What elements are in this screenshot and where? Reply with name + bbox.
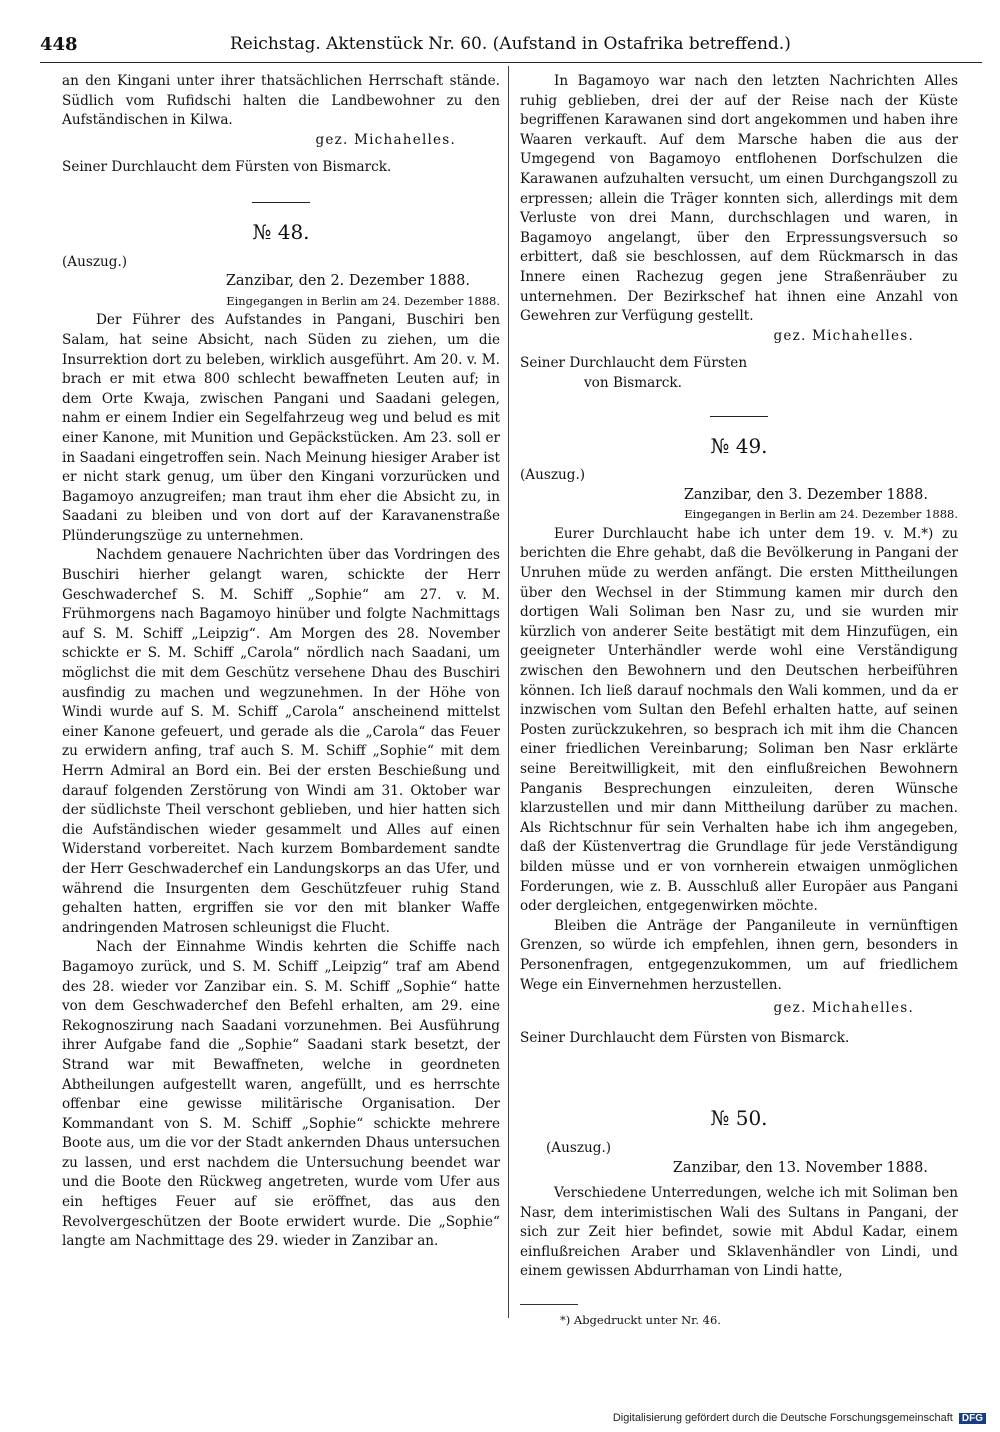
paragraph-continued: an den Kingani unter ihrer thatsächlichen Herrschaft stände. Südlich vom Rufidschi halten die Landbewohner zu den Aufständischen in Kilwa. (62, 73, 500, 129)
document-number-48: № 48. (252, 219, 310, 244)
body-paragraph: Nach der Einnahme Windis kehrten die Schiffe nach Bagamoyo zurück, und S. M. Schiff „Leipzig“ traf am Abend des 28. wieder vor Zanzibar ein. S. M. Schiff „Sophie“ hatte von dem Geschwaderchef den Befehl erhalten, am 29. eine Rekognoszirung nach Saadani vorzunehmen. Bei Ausführung ihrer Aufgabe fand die „Sophie“ Saadani stark besetzt, der Strand war mit Bewaffneten, welche in geordneten Abtheilungen aufgestellt waren, angefüllt, und es herrschte offenbar eine gewisse militärische Organisation. Der Kommandant von S. M. Schiff „Sophie“ schickte mehrere Boote aus, um die vor der Stadt ankernden Dhaus untersuchen zu lassen, und erst nachdem die Untersuchung beendet war und die Boote den Rückweg angetreten, wurde vom Ufer aus ein heftiges Feuer auf sie eröffnet, das aus den Revolvergeschützen der Boote erwidert wurde. Die „Sophie“ langte am Nachmittage des 29. wieder in Zanzibar an. (62, 939, 500, 1250)
left-column (62, 72, 500, 1252)
dfg-logo: DFG (959, 1413, 986, 1424)
page-number: 448 (40, 34, 78, 55)
place-date: Zanzibar, den 13. November 1888. (672, 1159, 928, 1176)
section-divider (252, 202, 310, 203)
signature: gez. Michahelles. (773, 1000, 914, 1017)
body-paragraph: Der Führer des Aufstandes in Pangani, Buschiri ben Salam, hat seine Absicht, nach Süden zu ziehen, um die Insurrektion dort zu beleben, wirklich ausgeführt. Am 20. v. M. brach er mit etwa 800 schlecht bewaffneten Leuten auf; in dem Orte Kwaja, zwischen Pangani und Saadani gelegen, nahm er einem Indier ein Segelfahrzeug weg und belud es mit einer Kanone, mit Munition und Gepäckstücken. Am 23. soll er in Saadani eingetroffen sein. Nach Meinung hiesiger Araber ist er nicht stark genug, um über den Kingani vorzurücken und Bagamoyo anzugreifen; man traut ihm eher die Absicht zu, in Saadani zu bleiben und von dort auf der Karavanenstraße Plünderungszüge zu unternehmen. (62, 312, 500, 544)
addressee-line: von Bismarck. (584, 374, 682, 391)
addressee (520, 354, 958, 393)
received-note: Eingegangen in Berlin am 24. Dezember 1888. (226, 293, 500, 308)
digitization-credit (613, 1412, 986, 1424)
addressee-line: Seiner Durchlaucht dem Fürsten (520, 355, 748, 372)
section-divider (710, 416, 768, 417)
header-rule (40, 62, 982, 63)
column-divider (508, 66, 509, 1318)
body-paragraph: Eurer Durchlaucht habe ich unter dem 19. v. M.*) zu berichten die Ehre gehabt, daß die Bevölkerung in Pangani der Unruhen müde zu werden anfängt. Die ersten Mittheilungen über den Wechsel in der Stimmung kamen mir durch den dortigen Wali Soliman ben Nasr zu, und sie wurden mir kürzlich von anderer Seite bestätigt mit dem Hinzufügen, ein geeigneter Unterhändler werde wohl eine Verständigung zwischen den Bewohnern und den Deutschen herbeiführen können. Ich ließ darauf nochmals den Wali kommen, und da er inzwischen vom Sultan den Befehl erhalten hatte, auf seinen Posten zurückzukehren, so besprach ich mit ihm die Chancen einer friedlichen Vereinbarung; Soliman ben Nasr erklärte seine Bereitwilligkeit, mit den einflußreichen Bewohnern Panganis Besprechungen einzuleiten, deren Wünsche klarzustellen und mir dann Mittheilung darüber zu machen. Als Richtschnur für sein Verhalten habe ich ihm angegeben, daß der Küstenvertrag die Grundlage für jede Verständigung bilden müsse und er von vornherein etwaigen unmöglichen Forderungen, wie z. B. Ausschluß aller Europäer aus Pangani oder dergleichen, entgegenwirken möchte. (520, 525, 958, 915)
body-paragraph: Nachdem genauere Nachrichten über das Vordringen des Buschiri hierher gelangt waren, schickte der Herr Geschwaderchef S. M. Schiff „Sophie“ am 27. v. M. Frühmorgens nach Bagamoyo hinüber und folgte Nachmittags auf S. M. Schiff „Leipzig“. Am Morgen des 28. November schickte er S. M. Schiff „Carola“ nördlich nach Saadani, um möglichst die mit dem Geschütz versehene Dhau des Buschiri ausfindig zu machen und wegzunehmen. In der Höhe von Windi wurde auf S. M. Schiff „Carola“ anscheinend mittelst einer Kanone gefeuert, und gerade als die „Carola“ das Feuer zu erwidern anfing, traf auch S. M. Schiff „Sophie“ mit dem Herrn Admiral an Bord ein. Bei der ersten Beschießung und darauf folgenden Zerstörung von Windi am 31. Oktober war der südlichste Theil verschont geblieben, und hier hatten sich die Aufständischen wieder gesammelt und Alles auf einen Widerstand vorbereitet. Nach kurzem Bombardement sandte der Herr Geschwaderchef ein Landungskorps an das Ufer, und während die Insurgenten dem Geschützfeuer ruhig Stand gehalten hatten, ergriffen sie vor den mit blanker Waffe andringenden Matrosen schleunigst die Flucht. (62, 547, 500, 936)
right-column (520, 72, 958, 1331)
received-note: Eingegangen in Berlin am 24. Dezember 1888. (684, 507, 958, 522)
document-number-49: № 49. (710, 433, 768, 458)
body-paragraph: Verschiedene Unterredungen, welche ich mit Soliman ben Nasr, dem interimistischen Wali des Sultans in Pangani, der sich zur Zeit hier befindet, sowie mit Abdul Kadar, einem einflußreichen Araber und Sklavenhändler von Lindi, und einem gewissen Abdurrhaman von Lindi hatte, (520, 1185, 958, 1280)
digitization-text: Digitalisierung gefördert durch die Deutsche Forschungsgemeinschaft (612, 1412, 953, 1424)
excerpt-note: (Auszug.) (546, 1139, 612, 1156)
footnote-rule (520, 1304, 578, 1305)
signature: gez. Michahelles. (315, 131, 456, 148)
addressee: Seiner Durchlaucht dem Fürsten von Bismarck. (520, 1029, 850, 1046)
place-date: Zanzibar, den 3. Dezember 1888. (683, 486, 928, 503)
body-paragraph: Bleiben die Anträge der Panganileute in vernünftigen Grenzen, so würde ich empfehlen, ihnen gern, besonders in Personenfragen, entgegenzukommen, um auf friedlichem Wege ein Einvernehmen herzustellen. (520, 917, 958, 993)
document-number-50: № 50. (710, 1106, 768, 1131)
place-date: Zanzibar, den 2. Dezember 1888. (225, 273, 470, 290)
excerpt-note: (Auszug.) (62, 253, 128, 270)
addressee: Seiner Durchlaucht dem Fürsten von Bismarck. (62, 159, 392, 176)
running-title: Reichstag. Aktenstück Nr. 60. (Aufstand in Ostafrika betreffend.) (230, 34, 791, 54)
footnote: *) Abgedruckt unter Nr. 46. (560, 1313, 721, 1328)
signature: gez. Michahelles. (773, 327, 914, 344)
body-paragraph: In Bagamoyo war nach den letzten Nachrichten Alles ruhig geblieben, drei der auf der Reise nach der Küste begriffenen Karawanen sind dort angekommen und haben ihre Waaren verkauft. Auf dem Marsche haben die aus der Umgegend von Bagamoyo entflohenen Dorfschulzen die Karawanen aufzuhalten versucht, um einen Durchgangszoll zu erpressen; allein die Träger konnten sich, allerdings mit dem Verluste von drei Mann, durchschlagen und waren, in Bagamoyo angelangt, über den Erpressungsversuch so erbittert, daß sie beschlossen, auf dem Rückmarsch in das Innere einen Rachezug gegen jene Straßenräuber zu unternehmen. Der Bezirkschef hat ihnen eine Anzahl von Gewehren zur Verfügung gestellt. (520, 73, 958, 325)
excerpt-note: (Auszug.) (520, 467, 586, 484)
